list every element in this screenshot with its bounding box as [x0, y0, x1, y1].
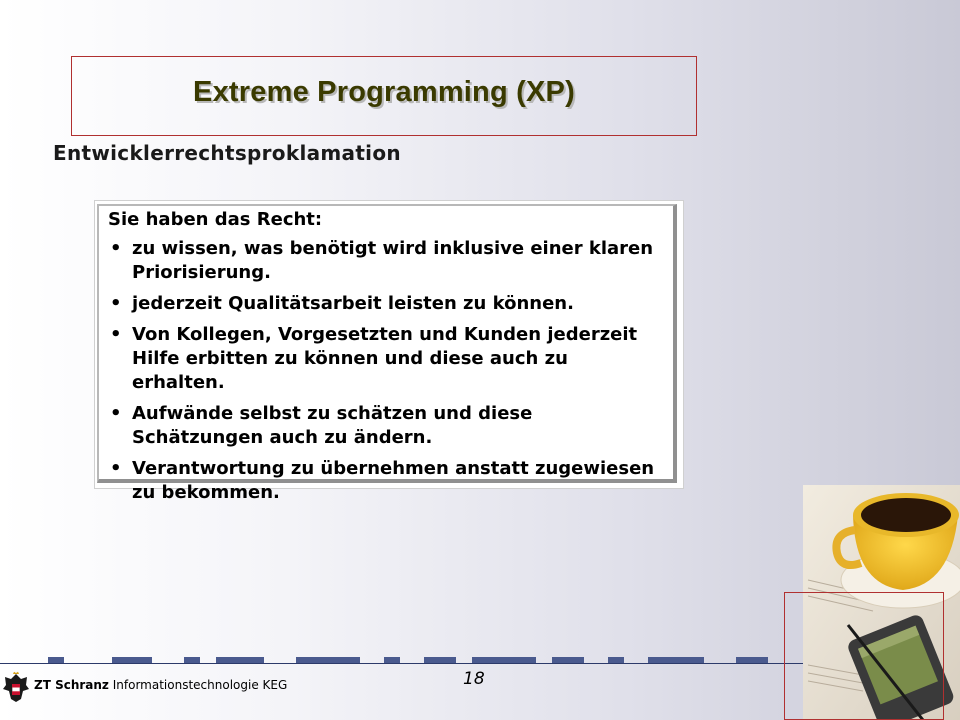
- rights-item-text: Von Kollegen, Vorgesetzten und Kunden jederzeit Hilfe erbitten zu können und diese auch zu erhalten.: [132, 324, 638, 393]
- bullet-icon: •: [110, 293, 122, 314]
- page-number: 18: [463, 669, 485, 689]
- bullet-icon: •: [110, 324, 122, 345]
- bullet-icon: •: [110, 238, 122, 259]
- rights-list: [108, 237, 663, 505]
- footer-company: [34, 678, 287, 692]
- rights-panel: [94, 200, 684, 503]
- bullet-icon: •: [110, 458, 122, 479]
- austrian-eagle-icon: [2, 671, 30, 705]
- bullet-icon: •: [110, 403, 122, 424]
- rights-item-text: jederzeit Qualitätsarbeit leisten zu können.: [132, 293, 574, 314]
- rights-heading: Sie haben das Recht:: [108, 209, 323, 230]
- rights-item-text: zu wissen, was benötigt wird inklusive einer klaren Priorisierung.: [132, 238, 654, 283]
- rights-item: [108, 402, 663, 450]
- rights-item-text: Aufwände selbst zu schätzen und diese Schätzungen auch zu ändern.: [132, 403, 533, 448]
- rights-item: [108, 237, 663, 285]
- company-suffix: Informationstechnologie KEG: [112, 678, 288, 692]
- rights-panel-inner: [97, 204, 677, 503]
- rights-item-text: Verantwortung zu übernehmen anstatt zugewiesen zu bekommen.: [132, 458, 655, 503]
- photo-frame: [784, 592, 944, 720]
- slide-title: Extreme Programming (XP): [193, 76, 575, 108]
- rights-item: [108, 457, 663, 505]
- rights-item: [108, 323, 663, 395]
- rights-item: [108, 292, 663, 316]
- company-name: ZT Schranz: [34, 678, 109, 692]
- slide-subtitle: Entwicklerrechtsproklamation: [53, 141, 401, 165]
